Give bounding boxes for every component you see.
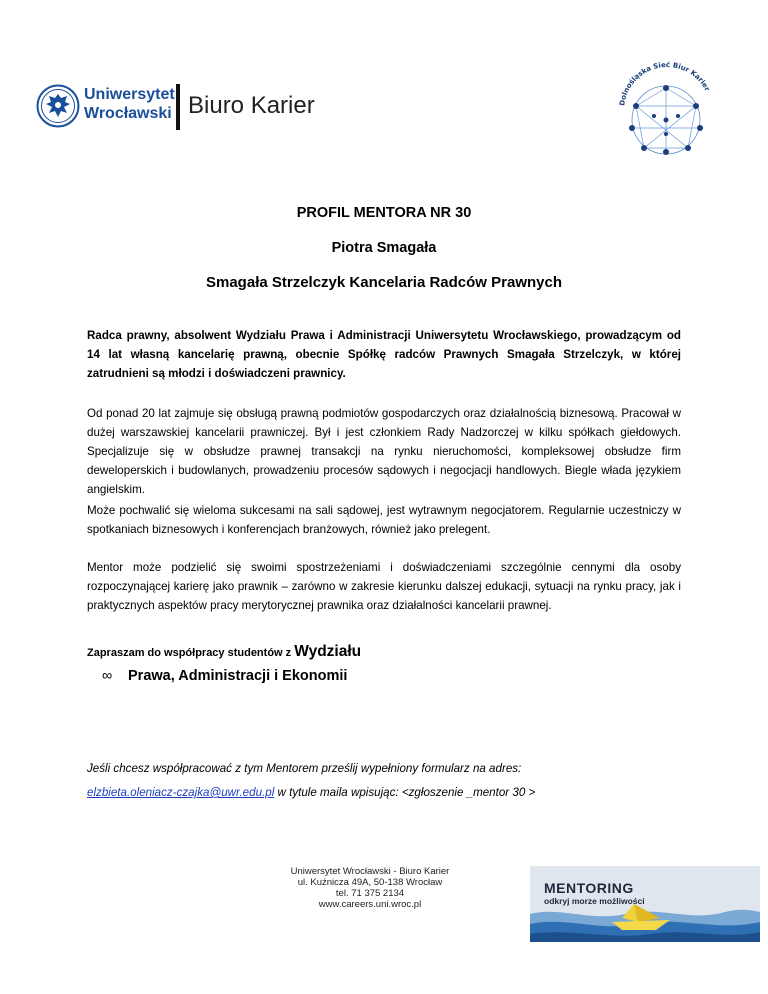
infinity-bullet-icon: ∞ [102, 668, 113, 684]
university-logo [36, 84, 326, 130]
bio-paragraph-3: Może pochwalić się wieloma sukcesami na sali sądowej, jest wytrawnym negocjatorem. Regularnie uczestniczy w spotkaniach biznesowych i konferencjach branżowych, również jako prelegent. [87, 504, 681, 536]
career-network-logo [606, 60, 726, 164]
unit-name: Biuro Karier [188, 92, 315, 119]
apply-instructions: Jeśli chcesz współpracować z tym Mentorem prześlij wypełniony formularz na adres: [87, 762, 522, 775]
mentoring-title: MENTORING [544, 880, 634, 896]
footer-line-2: ul. Kuźnicza 49A, 50-138 Wrocław [297, 877, 443, 888]
contact-email-link[interactable]: elzbieta.oleniacz-czajka@uwr.edu.pl [87, 786, 275, 799]
university-name [84, 85, 175, 123]
bio-paragraph-1: Radca prawny, absolwent Wydziału Prawa i Administracji Uniwersytetu Wrocławskiego, prowadzącym od 14 lat własną kancelarię prawną, obecnie Spółkę radców Prawnych Smagała Strzelczyk, w której zatrudnieni są młodzi i doświadczeni prawnicy. [87, 329, 681, 380]
university-name-line2: Wrocławski [84, 105, 172, 122]
bio-paragraph-4: Mentor może podzielić się swoimi spostrzeżeniami i doświadczeniami szczególnie cennymi dla osoby rozpoczynającej karierę jako prawnik – zarówno w zakresie kierunku dalszej edukacji, sytuacji na rynku pracy, jak i praktycznych aspektów pracy merytorycznej prawnika oraz działalności kancelarii prawnej. [87, 561, 681, 612]
university-name-line1: Uniwersytet [84, 86, 175, 103]
footer-website: www.careers.uni.wroc.pl [318, 899, 422, 910]
faculty-list-item [102, 668, 347, 684]
invitation-lead: Zapraszam do współpracy studentów z [87, 647, 292, 659]
network-logo-text: Dolnośląska Sieć Biur Karier [618, 60, 712, 107]
logo-divider [176, 84, 180, 130]
footer-address [264, 866, 476, 910]
network-graph-icon [606, 60, 726, 164]
mentor-name: Piotra Smagała [331, 240, 437, 256]
faculty-name: Prawa, Administracji i Ekonomii [128, 668, 348, 684]
apply-email-line [87, 786, 535, 799]
footer-line-1: Uniwersytet Wrocławski - Biuro Karier [290, 866, 450, 877]
bio-paragraph-2: Od ponad 20 lat zajmuje się obsługą prawną podmiotów gospodarczych oraz działalnością biznesową. Pracował w dużej warszawskiej kancelarii prawniczej. Był i jest członkiem Rady Nadzorczej w kilku spółkach giełdowych. Specjalizuje się w obsłudze prawnej transakcji na rynku nieruchomości, kompleksowej obsłudze firm deweloperskich i budowlanych, prowadzeniu procesów sądowych i negocjacji handlowych. Biegle włada językiem angielskim. [87, 407, 681, 496]
profile-title: PROFIL MENTORA NR 30 [296, 205, 472, 221]
svg-text:Dolnośląska Sieć Biur Karier [618, 61, 711, 106]
email-subject-instructions: w tytule maila wpisując: <zgłoszenie _mentor 30 > [274, 786, 536, 799]
mentoring-subtitle: odkryj morze możliwości [544, 896, 645, 906]
mentoring-banner [530, 866, 760, 942]
invitation-line [87, 643, 361, 661]
footer-line-3: tel. 71 375 2134 [335, 888, 405, 899]
eagle-emblem-icon [36, 84, 80, 128]
invitation-lead-big: Wydziału [294, 643, 362, 660]
company-name: Smagała Strzelczyk Kancelaria Radców Prawnych [206, 274, 562, 291]
